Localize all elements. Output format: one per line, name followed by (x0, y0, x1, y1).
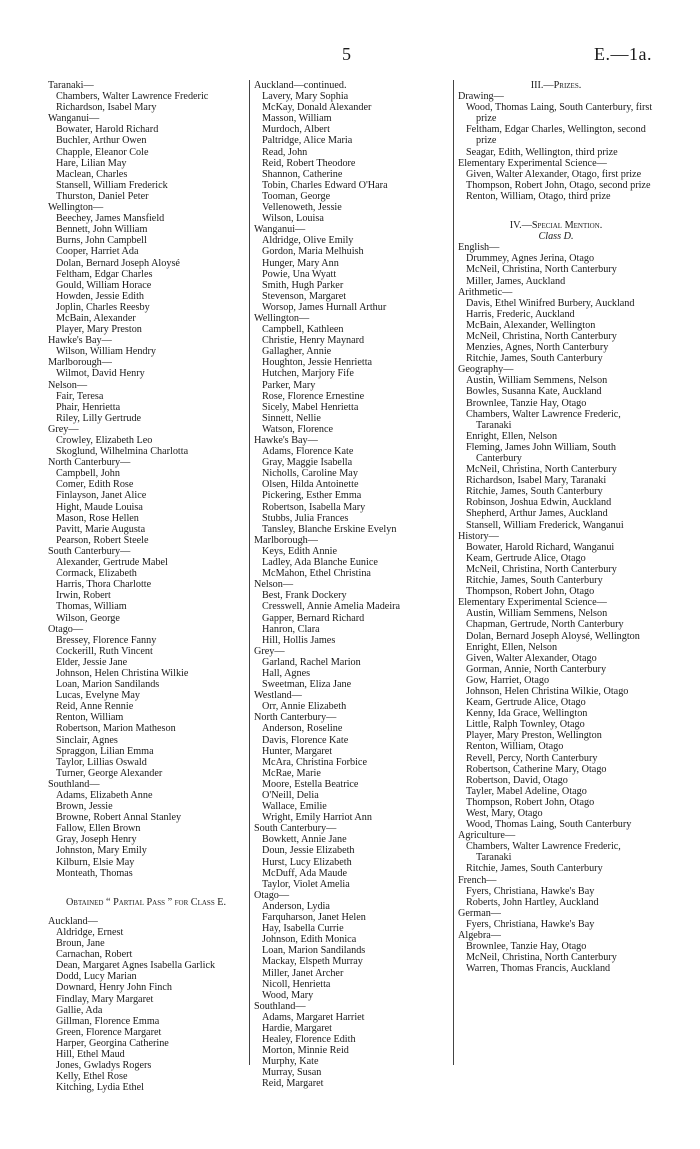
list-item: Turner, George Alexander (56, 767, 163, 779)
region-heading: Nelson— (48, 379, 88, 391)
list-item: Hay, Isabella Currie (262, 923, 344, 935)
list-item: Keys, Edith Annie (262, 545, 337, 557)
list-item: Dolan, Bernard Joseph Aloysé (56, 257, 180, 269)
list-item: Richardson, Isabel Mary (56, 102, 157, 114)
list-item: Garland, Rachel Marion (262, 656, 361, 668)
prizes-title: III.—Prizes. (530, 80, 582, 91)
list-item: Enright, Ellen, Nelson (466, 430, 558, 442)
list-item: Wood, Thomas Laing, South Canterbury (466, 819, 632, 831)
list-item: Bowater, Harold Richard (56, 124, 159, 136)
list-item: Dolan, Bernard Joseph Aloysé, Wellington (466, 630, 640, 642)
region-heading: Nelson— (254, 579, 294, 591)
list-item: Johnston, Mary Emily (56, 845, 147, 857)
list-item: Menzies, Agnes, North Canterbury (466, 342, 609, 354)
list-item: Joplin, Charles Reesby (56, 301, 150, 313)
list-item: Harris, Frederic, Auckland (466, 308, 575, 320)
list-item: Renton, William (56, 712, 124, 724)
list-item: Shepherd, Arthur James, Auckland (466, 508, 608, 520)
list-item: McNeil, Christina, North Canterbury (466, 330, 617, 342)
list-item: Harris, Thora Charlotte (56, 579, 152, 591)
list-item: Davis, Florence Kate (262, 734, 349, 746)
list-item: Tooman, George (262, 190, 331, 202)
list-item: Pickering, Esther Emma (262, 490, 362, 502)
list-item: Irwin, Robert (56, 590, 111, 602)
list-item: Wilson, Louisa (262, 213, 324, 225)
list-item: Anderson, Lydia (262, 900, 330, 912)
list-item: Robertson, David, Otago (466, 774, 568, 786)
list-item: Davis, Ethel Winifred Burbery, Auckland (466, 297, 635, 309)
list-item: Hall, Agnes (262, 667, 311, 679)
list-item: Phair, Henrietta (56, 401, 121, 413)
list-item: Bowles, Susanna Kate, Auckland (466, 386, 602, 398)
list-item: McRae, Marie (262, 767, 321, 779)
list-item: Hight, Maude Louisa (56, 501, 143, 513)
list-item: Hunger, Mary Ann (262, 257, 339, 269)
region-heading: Grey— (48, 423, 79, 435)
region-heading: Arithmetic— (458, 286, 513, 298)
list-item: Watson, Florence (262, 423, 334, 435)
page-reference: E.—1a. (594, 44, 652, 64)
list-item: Austin, William Semmens, Nelson (466, 375, 608, 387)
list-item: Anderson, Roseline (262, 723, 343, 735)
region-heading: Wanganui— (254, 224, 306, 236)
list-item: Bowkett, Annie Jane (262, 834, 347, 846)
list-item: Loan, Marion Sandilands (262, 945, 366, 957)
list-item: Cooper, Harriet Ada (56, 246, 139, 258)
list-item: Elder, Jessie Jane (56, 656, 128, 668)
list-item: Gillman, Florence Emma (56, 1015, 160, 1027)
list-item: Browne, Robert Annal Stanley (56, 812, 182, 824)
list-item: Thompson, Robert John, Otago, second prize (466, 179, 651, 191)
list-item: Monteath, Thomas (56, 867, 133, 879)
col2-groups (254, 80, 450, 1090)
region-heading: Auckland—continued. (254, 80, 347, 91)
region-heading: Elementary Experimental Science— (458, 597, 607, 609)
list-item: Murray, Susan (262, 1067, 322, 1079)
list-item: Lavery, Mary Sophia (262, 91, 349, 103)
special-mention-title: IV.—Special Mention. (509, 220, 603, 232)
list-item: Little, Ralph Townley, Otago (466, 719, 585, 731)
list-item: Revell, Percy, North Canterbury (466, 752, 598, 764)
list-item: Sicely, Mabel Henrietta (262, 401, 359, 413)
list-item: Gorman, Annie, North Canterbury (466, 663, 607, 675)
list-item: Miller, Janet Archer (262, 967, 344, 979)
list-item: Lucas, Evelyne May (56, 690, 141, 702)
list-item: Chambers, Walter Lawrence Frederic (56, 91, 209, 103)
list-item: Aldridge, Olive Emily (262, 235, 354, 247)
list-item: Feltham, Edgar Charles, Wellington, second prize (466, 124, 646, 147)
list-item: Robertson, Isabella Mary (262, 501, 366, 513)
list-item: Wood, Mary (262, 989, 314, 1001)
list-item: Wright, Emily Harriot Ann (262, 812, 372, 824)
region-heading: Agriculture— (458, 830, 516, 842)
list-item: Chambers, Walter Lawrence Frederic, Taranaki (466, 408, 621, 431)
list-item: Skoglund, Wilhelmina Charlotta (56, 446, 189, 458)
list-item: Campbell, Kathleen (262, 324, 344, 336)
list-item: Hutchen, Marjory Fife (262, 368, 354, 380)
list-item: Alexander, Gertrude Mabel (56, 557, 168, 569)
region-heading: North Canterbury— (48, 457, 131, 469)
list-item: Wilson, William Hendry (56, 346, 157, 358)
region-heading: North Canterbury— (254, 712, 337, 724)
list-item: Olsen, Hilda Antoinette (262, 479, 359, 491)
list-item: Maclean, Charles (56, 168, 128, 180)
list-item: Powie, Una Wyatt (262, 268, 337, 280)
list-item: Dodd, Lucy Marian (56, 971, 137, 983)
list-item: Campbell, John (56, 468, 120, 480)
list-item: Crowley, Elizabeth Leo (56, 435, 153, 446)
list-item: Sinclair, Agnes (56, 734, 118, 746)
list-item: Wallace, Emilie (262, 801, 327, 813)
list-item: Burns, John Campbell (56, 235, 147, 247)
list-item: Wilmot, David Henry (56, 368, 145, 380)
list-item: Adams, Florence Kate (262, 446, 354, 458)
list-item: Ladley, Ada Blanche Eunice (262, 557, 378, 569)
list-item: McNeil, Christina, North Canterbury (466, 952, 617, 964)
list-item: Cormack, Elizabeth (56, 568, 137, 580)
list-item: Carnachan, Robert (56, 949, 133, 961)
list-item: Aldridge, Ernest (56, 926, 124, 938)
list-item: Ritchie, James, South Canterbury (466, 486, 603, 498)
list-item: Stansell, William Frederick (56, 179, 168, 191)
column-rule-1 (249, 80, 250, 1065)
region-heading: Hawke's Bay— (254, 435, 318, 446)
region-heading: Wellington— (48, 202, 104, 214)
list-item: Murdoch, Albert (262, 124, 330, 136)
list-item: Johnson, Helen Christina Wilkie (56, 667, 189, 679)
list-item: Paltridge, Alice Maria (262, 135, 353, 147)
list-item: Renton, William, Otago, third prize (466, 190, 611, 202)
list-item: Comer, Edith Rose (56, 479, 134, 491)
list-item: Shannon, Catherine (262, 168, 343, 180)
region-heading: French— (458, 874, 497, 886)
list-item: Seagar, Edith, Wellington, third prize (466, 146, 618, 158)
list-item: Morton, Minnie Reid (262, 1045, 349, 1057)
list-item: Enright, Ellen, Nelson (466, 641, 558, 653)
list-item: Brownlee, Tanzie Hay, Otago (466, 397, 587, 409)
col3-mention-groups (458, 242, 654, 974)
list-item: Gallie, Ada (56, 1004, 103, 1016)
list-item: Mason, Rose Hellen (56, 512, 139, 524)
region-heading: Wellington— (254, 312, 310, 324)
list-item: McNeil, Christina, North Canterbury (466, 264, 617, 276)
list-item: Drummey, Agnes Jerina, Otago (466, 253, 595, 265)
list-item: Brown, Jessie (56, 801, 113, 813)
list-item: Hill, Hollis James (262, 634, 336, 646)
list-item: Kelly, Ethel Rose (56, 1071, 128, 1083)
list-item: Christie, Henry Maynard (262, 335, 365, 347)
list-item: Renton, William, Otago (466, 741, 564, 753)
list-item: Fyers, Christiana, Hawke's Bay (466, 918, 595, 930)
list-item: Pavitt, Marie Augusta (56, 523, 146, 535)
list-item: Hill, Ethel Maud (56, 1048, 125, 1060)
list-item: Wilson, George (56, 612, 120, 624)
region-heading: German— (458, 907, 501, 919)
list-item: Given, Walter Alexander, Otago (466, 652, 597, 664)
list-item: Parker, Mary (262, 379, 316, 391)
list-item: Warren, Thomas Francis, Auckland (466, 963, 611, 975)
list-item: Jones, Gwladys Rogers (56, 1060, 152, 1072)
list-item: Tayler, Mabel Adeline, Otago (466, 785, 587, 797)
list-item: Robertson, Catherine Mary, Otago (466, 763, 607, 775)
region-heading: English— (458, 242, 500, 254)
list-item: Green, Florence Margaret (56, 1026, 162, 1038)
list-item: McKay, Donald Alexander (262, 102, 372, 114)
list-item: Harper, Georgina Catherine (56, 1037, 169, 1049)
list-item: Hardie, Margaret (262, 1022, 332, 1034)
region-heading: Geography— (458, 364, 514, 376)
region-heading: Drawing— (458, 91, 504, 103)
region-heading: Southland— (48, 778, 100, 790)
list-item: Nicoll, Henrietta (262, 978, 331, 990)
region-heading: Elementary Experimental Science— (458, 157, 607, 169)
list-item: McNeil, Christina, North Canterbury (466, 563, 617, 575)
column-1 (48, 80, 244, 1093)
list-item: Read, John (262, 146, 308, 158)
list-item: Kitching, Lydia Ethel (56, 1082, 144, 1094)
list-item: Gapper, Bernard Richard (262, 612, 365, 624)
list-item: Thompson, Robert John, Otago (466, 586, 595, 598)
column-2 (254, 80, 450, 1090)
list-item: Bowater, Harold Richard, Wanganui (466, 541, 615, 553)
list-item: Chambers, Walter Lawrence Frederic, Taranaki (466, 841, 621, 864)
list-item: Player, Mary Preston (56, 324, 142, 336)
list-item: Chapman, Gertrude, North Canterbury (466, 619, 624, 631)
list-item: Nicholls, Caroline May (262, 468, 358, 480)
partial-pass-title: Obtained “ Partial Pass ” for Class E. (65, 896, 227, 908)
list-item: Spraggon, Lilian Emma (56, 745, 154, 757)
list-item: Healey, Florence Edith (262, 1034, 356, 1046)
list-item: Fyers, Christiana, Hawke's Bay (466, 885, 595, 897)
list-item: Reid, Anne Rennie (56, 701, 134, 713)
list-item: Houghton, Jessie Henrietta (262, 357, 373, 369)
column-3 (458, 80, 654, 974)
list-item: McNeil, Christina, North Canterbury (466, 464, 617, 476)
region-heading: Hawke's Bay— (48, 335, 112, 347)
region-heading: Otago— (48, 623, 84, 635)
list-item: Gordon, Maria Melhuish (262, 246, 364, 258)
list-item: Thurston, Daniel Peter (56, 190, 149, 202)
list-item: Masson, William (262, 113, 332, 125)
list-item: Vellenoweth, Jessie (262, 202, 342, 214)
list-item: Kenny, Ida Grace, Wellington (466, 708, 588, 720)
list-item: Hunter, Margaret (262, 745, 333, 757)
list-item: Pearson, Robert Steele (56, 534, 149, 546)
list-item: Roberts, John Hartley, Auckland (466, 896, 599, 908)
list-item: Fleming, James John William, South Canterbury (466, 441, 616, 464)
region-heading: History— (458, 530, 499, 542)
list-item: Hanron, Clara (262, 623, 320, 635)
list-item: Cockerill, Ruth Vincent (56, 645, 153, 657)
list-item: Gray, Joseph Henry (56, 834, 137, 846)
class-label: Class D. (538, 231, 574, 243)
list-item: Stansell, William Frederick, Wanganui (466, 519, 624, 531)
list-item: Buchler, Arthur Owen (56, 135, 147, 147)
list-item: Reid, Margaret (262, 1078, 324, 1090)
list-item: Loan, Marion Sandilands (56, 679, 160, 691)
list-item: Brownlee, Tanzie Hay, Otago (466, 941, 587, 953)
region-heading: South Canterbury— (254, 823, 337, 835)
list-item: Moore, Estella Beatrice (262, 778, 359, 790)
list-item: Stubbs, Julia Frances (262, 512, 349, 524)
list-item: Bennett, John William (56, 224, 148, 236)
list-item: Findlay, Mary Margaret (56, 993, 154, 1005)
list-item: McMahon, Ethel Christina (262, 568, 371, 580)
list-item: Player, Mary Preston, Wellington (466, 730, 602, 742)
region-heading: Southland— (254, 1000, 306, 1012)
list-item: Fallow, Ellen Brown (56, 823, 141, 835)
region-heading: Otago— (254, 889, 290, 901)
list-item: Ritchie, James, South Canterbury (466, 575, 603, 587)
list-item: Ritchie, James, South Canterbury (466, 353, 603, 365)
col1-groups (48, 80, 244, 879)
region-heading: Westland— (254, 690, 302, 702)
list-item: Dean, Margaret Agnes Isabella Garlick (56, 960, 216, 972)
list-item: Riley, Lilly Gertrude (56, 412, 142, 424)
list-item: Gray, Maggie Isabella (262, 457, 353, 469)
list-item: Gow, Harriet, Otago (466, 674, 550, 686)
col1-partial-groups (48, 916, 244, 1094)
list-item: Keam, Gertrude Alice, Otago (466, 552, 586, 564)
list-item: Finlayson, Janet Alice (56, 490, 147, 502)
list-item: Gould, William Horace (56, 279, 152, 291)
region-heading: Marlborough— (48, 357, 112, 369)
list-item: McAra, Christina Forbice (262, 756, 367, 768)
list-item: O'Neill, Delia (262, 790, 319, 801)
list-item: Austin, William Semmens, Nelson (466, 608, 608, 620)
list-item: Adams, Elizabeth Anne (56, 790, 153, 801)
page-number: 5 (342, 44, 351, 64)
list-item: Feltham, Edgar Charles (56, 268, 153, 280)
list-item: Broun, Jane (56, 938, 105, 950)
list-item: Bressey, Florence Fanny (56, 634, 157, 646)
list-item: Adams, Margaret Harriet (262, 1011, 365, 1023)
list-item: Thomas, William (56, 601, 127, 613)
columns (48, 80, 654, 1140)
region-heading: Grey— (254, 645, 285, 657)
list-item: Wood, Thomas Laing, South Canterbury, first prize (466, 102, 653, 125)
list-item: Taylor, Violet Amelia (262, 878, 350, 890)
list-item: Keam, Gertrude Alice, Otago (466, 697, 586, 709)
list-item: Mackay, Elspeth Murray (262, 956, 363, 968)
region-heading: Wanganui— (48, 113, 100, 125)
list-item: Beechey, James Mansfield (56, 213, 165, 225)
list-item: Worsop, James Hurnall Arthur (262, 301, 387, 313)
list-item: Reid, Robert Theodore (262, 157, 356, 169)
list-item: Murphy, Kate (262, 1056, 319, 1068)
list-item: Johnson, Edith Monica (262, 934, 357, 946)
region-heading: South Canterbury— (48, 545, 131, 557)
list-item: Tobin, Charles Edward O'Hara (262, 179, 388, 191)
list-item: Farquharson, Janet Helen (262, 912, 366, 924)
list-item: Rose, Florence Ernestine (262, 390, 365, 402)
list-item: Fair, Teresa (56, 390, 104, 402)
list-item: Gallagher, Annie (262, 346, 332, 358)
list-item: Downard, Henry John Finch (56, 982, 173, 994)
col3-prize-groups (458, 91, 654, 202)
list-item: Stevenson, Margaret (262, 290, 347, 302)
list-item: Miller, James, Auckland (466, 275, 566, 287)
list-item: Taylor, Lillias Oswald (56, 756, 147, 768)
list-item: McDuff, Ada Maude (262, 867, 347, 879)
list-item: Sinnett, Nellie (262, 412, 321, 424)
list-item: Orr, Annie Elizabeth (262, 701, 347, 713)
list-item: McBain, Alexander (56, 312, 136, 324)
list-item: Kilburn, Elsie May (56, 856, 135, 868)
list-item: Cresswell, Annie Amelia Madeira (262, 601, 401, 613)
page-header (0, 44, 700, 68)
list-item: Robertson, Marion Matheson (56, 723, 176, 735)
list-item: Robinson, Joshua Edwin, Auckland (466, 497, 612, 509)
region-heading: Taranaki— (48, 80, 94, 91)
list-item: Smith, Hugh Parker (262, 279, 344, 291)
list-item: Howden, Jessie Edith (56, 290, 144, 302)
list-item: Ritchie, James, South Canterbury (466, 863, 603, 875)
list-item: Doun, Jessie Elizabeth (262, 845, 355, 857)
list-item: Given, Walter Alexander, Otago, first prize (466, 168, 642, 180)
list-item: Chapple, Eleanor Cole (56, 146, 149, 158)
region-heading: Algebra— (458, 930, 501, 942)
list-item: Hare, Lilian May (56, 157, 127, 169)
list-item: McBain, Alexander, Wellington (466, 319, 596, 331)
list-item: Hurst, Lucy Elizabeth (262, 856, 352, 868)
list-item: Johnson, Helen Christina Wilkie, Otago (466, 685, 629, 697)
list-item: Sweetman, Eliza Jane (262, 679, 352, 691)
region-heading: Auckland— (48, 915, 98, 927)
list-item: Thompson, Robert John, Otago (466, 796, 595, 808)
column-rule-2 (453, 80, 454, 1065)
list-item: Richardson, Isabel Mary, Taranaki (466, 475, 607, 487)
region-heading: Marlborough— (254, 534, 318, 546)
list-item: Best, Frank Dockery (262, 590, 347, 602)
list-item: Tansley, Blanche Erskine Evelyn (262, 523, 397, 535)
list-item: West, Mary, Otago (466, 808, 543, 819)
